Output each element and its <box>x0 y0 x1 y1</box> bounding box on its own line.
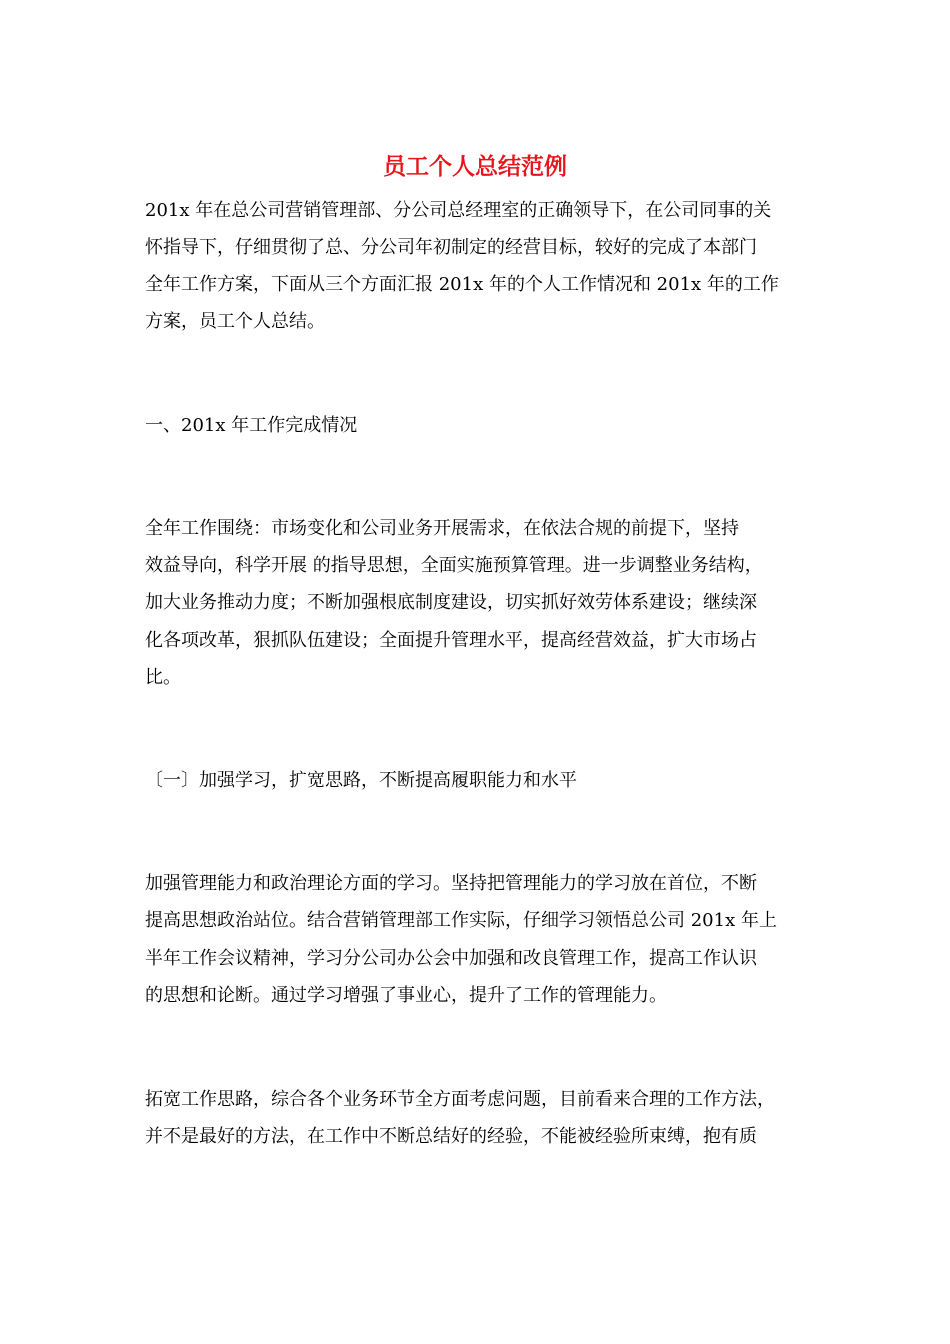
summary-line: 全年工作围绕：市场变化和公司业务开展需求，在依法合规的前提下，坚持 <box>145 518 739 539</box>
summary-line: 比。 <box>145 667 181 688</box>
summary-line: 化各项改革，狠抓队伍建设；全面提升管理水平，提高经营效益，扩大市场占 <box>145 630 757 651</box>
study-line: 半年工作会议精神，学习分公司办公会中加强和改良管理工作，提高工作认识 <box>145 948 757 969</box>
summary-line: 加大业务推动力度；不断加强根底制度建设，切实抓好效劳体系建设；继续深 <box>145 592 757 613</box>
intro-line: 方案，员工个人总结。 <box>145 311 325 332</box>
intro-line: 怀指导下，仔细贯彻了总、分公司年初制定的经营目标，较好的完成了本部门 <box>145 237 757 258</box>
summary-line: 效益导向，科学开展 的指导思想，全面实施预算管理。进一步调整业务结构， <box>145 555 763 576</box>
document-title: 员工个人总结范例 <box>383 153 567 180</box>
intro-line: 全年工作方案，下面从三个方面汇报 201x 年的个人工作情况和 201x 年的工作 <box>145 274 779 295</box>
study-line: 的思想和论断。通过学习增强了事业心，提升了工作的管理能力。 <box>145 985 667 1006</box>
subsection-heading: 〔一〕加强学习，扩宽思路，不断提高履职能力和水平 <box>145 770 577 791</box>
section-heading: 一、201x 年工作完成情况 <box>145 415 358 436</box>
study-line: 提高思想政治站位。结合营销管理部工作实际，仔细学习领悟总公司 201x 年上 <box>145 910 777 931</box>
intro-line: 201x 年在总公司营销管理部、分公司总经理室的正确领导下，在公司同事的关 <box>145 200 772 221</box>
thinking-line: 拓宽工作思路，综合各个业务环节全方面考虑问题，目前看来合理的工作方法， <box>145 1089 775 1110</box>
study-line: 加强管理能力和政治理论方面的学习。坚持把管理能力的学习放在首位，不断 <box>145 873 757 894</box>
thinking-line: 并不是最好的方法，在工作中不断总结好的经验，不能被经验所束缚，抱有质 <box>145 1126 757 1147</box>
